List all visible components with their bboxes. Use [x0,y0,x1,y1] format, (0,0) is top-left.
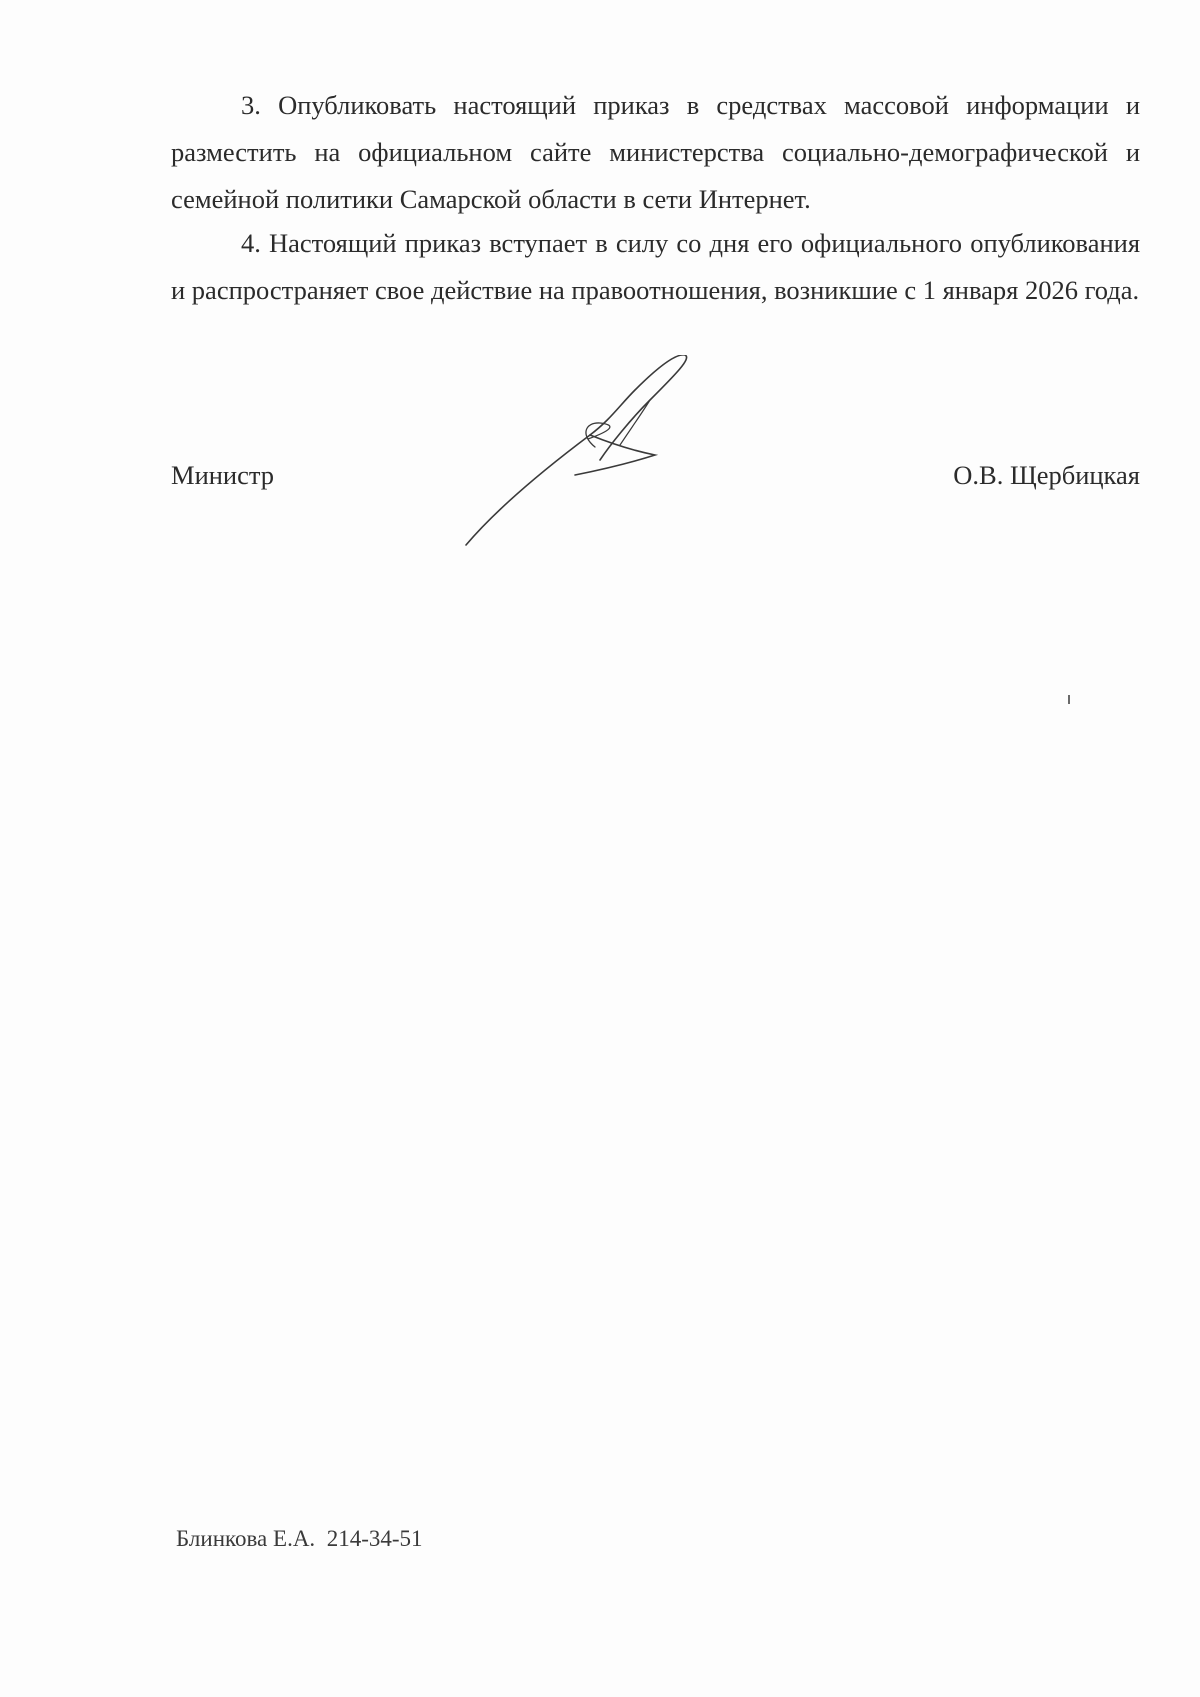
paragraph-4 [171,220,1140,314]
paragraph-text: Настоящий приказ вступает в силу со дня его официального опубликования и распространяет свое действие на правоотношения, возникшие с 1 января 2026 года. [171,228,1141,305]
paragraph-number: 4. [241,228,261,258]
contact-name: Блинкова Е.А. [176,1526,316,1551]
scan-mark [1068,695,1070,704]
signature-icon [460,355,740,550]
contact-footer [176,1524,423,1554]
paragraph-number: 3. [241,90,261,120]
position-title: Министр [171,460,275,490]
contact-phone: 214-34-51 [326,1526,423,1551]
paragraph-text: Опубликовать настоящий приказ в средствах массовой информации и разместить на официальном сайте министерства социально-демографической и семейной политики Самарской области в сети Интернет. [171,90,1140,214]
paragraph-3 [171,82,1140,223]
signatory-name: О.В. Щербицкая [953,460,1140,490]
